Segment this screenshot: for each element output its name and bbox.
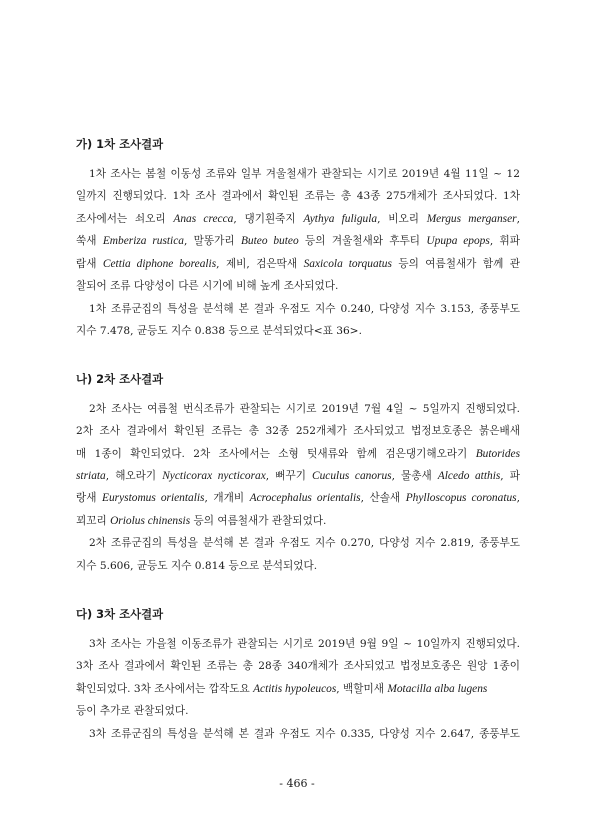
paragraph-line	[89, 536, 520, 550]
paragraph-line	[76, 514, 520, 528]
section-heading-2: 나) 2차 조사결과	[76, 372, 164, 386]
body-text: 3차 조류군집의 특성을 분석해 본 결과 우점도 지수 0.335, 다양성 지수 2.647, 종풍부도	[89, 728, 520, 740]
body-text: 2차 조류군집의 특성을 분석해 본 결과 우점도 지수 0.270, 다양성 지수 2.819, 종풍부도	[89, 537, 520, 549]
species-name: Motacilla alba lugens	[387, 683, 488, 695]
species-name: Phylloscopus coronatus	[405, 492, 517, 504]
species-name: Cuculus canorus	[312, 470, 392, 482]
body-text: , 비오리	[377, 213, 427, 225]
species-name: Alcedo atthis	[437, 470, 501, 482]
body-text: , 댕기흰죽지	[233, 213, 304, 225]
body-text: 1차 조류군집의 특성을 분석해 본 결과 우점도 지수 0.240, 다양성 지수 3.153, 종풍부도	[89, 303, 520, 315]
body-text: ,	[516, 492, 520, 504]
body-text: 일까지 진행되었다. 1차 조사 결과에서 확인된 조류는 총 43종 275개체가 조사되었다. 1차	[76, 190, 520, 202]
body-text: 2차 조사 결과에서 확인된 조류는 총 32종 252개체가 조사되었고 법정보호종은 붉은배새	[76, 425, 520, 437]
paragraph-line	[76, 559, 520, 573]
species-name: Nycticorax nycticorax	[162, 470, 266, 482]
species-name: Anas crecca	[173, 213, 234, 225]
paragraph-line	[76, 324, 520, 338]
species-name: Aythya fuligula	[303, 213, 378, 225]
species-name: Acrocephalus orientalis	[249, 492, 361, 504]
body-text: , 말똥가리	[183, 235, 241, 247]
body-text: , 백할미새	[336, 683, 388, 695]
paragraph-line	[76, 212, 520, 226]
body-text: 2차 조사는 여름철 번식조류가 관찰되는 시기로 2019년 7월 4일 ~ 5일까지 진행되었다.	[89, 403, 520, 415]
body-text: 랑새	[76, 492, 103, 504]
paragraph-line	[76, 682, 520, 696]
paragraph-line	[76, 491, 520, 505]
paragraph-line	[89, 637, 520, 651]
species-name: striata	[76, 470, 106, 482]
body-text: 꾀꼬리	[76, 515, 111, 527]
body-text: , 개개비	[204, 492, 250, 504]
paragraph-line	[89, 402, 520, 416]
paragraph-line	[76, 279, 520, 293]
body-text: , 휘파	[489, 235, 521, 247]
page-number: - 466 -	[279, 777, 315, 790]
body-text: 조사에서는 쇠오리	[76, 213, 174, 225]
section-heading-1: 가) 1차 조사결과	[76, 137, 164, 151]
paragraph-line	[89, 167, 520, 181]
paragraph-line	[89, 302, 520, 316]
body-text: , 산솔새	[360, 492, 406, 504]
body-text: , 물총새	[391, 470, 438, 482]
paragraph-line	[76, 257, 520, 271]
body-text: , 뻐꾸기	[265, 470, 312, 482]
body-text: 찰되어 조류 다양성이 다른 시기에 비해 높게 조사되었다.	[76, 280, 339, 292]
body-text: , 파	[500, 470, 520, 482]
body-text: 등의 겨울철새와 후투티	[298, 235, 427, 247]
section-heading-3: 다) 3차 조사결과	[76, 607, 164, 621]
paragraph-line	[76, 234, 520, 248]
body-text: ,	[516, 213, 520, 225]
species-name: Oriolus chinensis	[110, 515, 191, 527]
body-text: , 해오라기	[105, 470, 163, 482]
paragraph-line	[76, 704, 520, 718]
body-text: 지수 7.478, 균등도 지수 0.838 등으로 분석되었다<표 36>.	[76, 325, 362, 337]
body-text: 3차 조사 결과에서 확인된 조류는 총 28종 340개체가 조사되었고 법정보호종은 원앙 1종이	[76, 660, 520, 672]
paragraph-line	[76, 189, 520, 203]
body-text: 쑥새	[76, 235, 103, 247]
body-text: 지수 5.606, 균등도 지수 0.814 등으로 분석되었다.	[76, 560, 318, 572]
body-text: , 제비, 검은딱새	[216, 258, 304, 270]
species-name: Upupa epops	[426, 235, 490, 247]
body-text: 등의 여름철새가 관찰되었다.	[190, 515, 327, 527]
body-text: 3차 조사는 가을철 이동조류가 관찰되는 시기로 2019년 9월 9일 ~ 10일까지 진행되었다.	[89, 638, 520, 650]
body-text: 람새	[76, 258, 103, 270]
body-text: 등이 추가로 관찰되었다.	[76, 705, 189, 717]
paragraph-line	[76, 447, 520, 461]
species-name: Cettia diphone borealis	[102, 258, 217, 270]
paragraph-line	[76, 659, 520, 673]
species-name: Mergus merganser	[426, 213, 517, 225]
paragraph-line	[76, 424, 520, 438]
paragraph-line	[76, 469, 520, 483]
body-text: 1차 조사는 봄철 이동성 조류와 일부 겨울철새가 관찰되는 시기로 2019년 4월 11일 ~ 12	[89, 168, 520, 180]
species-name: Emberiza rustica	[102, 235, 184, 247]
body-text: 확인되었다. 3차 조사에서는 깝작도요	[76, 683, 254, 695]
species-name: Actitis hypoleucos	[253, 683, 337, 695]
species-name: Saxicola torquatus	[303, 258, 392, 270]
species-name: Butorides	[475, 448, 520, 460]
body-text: 등의 여름철새가 함께 관	[391, 258, 520, 270]
species-name: Eurystomus orientalis	[102, 492, 205, 504]
species-name: Buteo buteo	[240, 235, 299, 247]
body-text: 매 1종이 확인되었다. 2차 조사에서는 소형 텃새류와 함께 검은댕기해오라기	[76, 448, 476, 460]
paragraph-line	[89, 727, 520, 741]
